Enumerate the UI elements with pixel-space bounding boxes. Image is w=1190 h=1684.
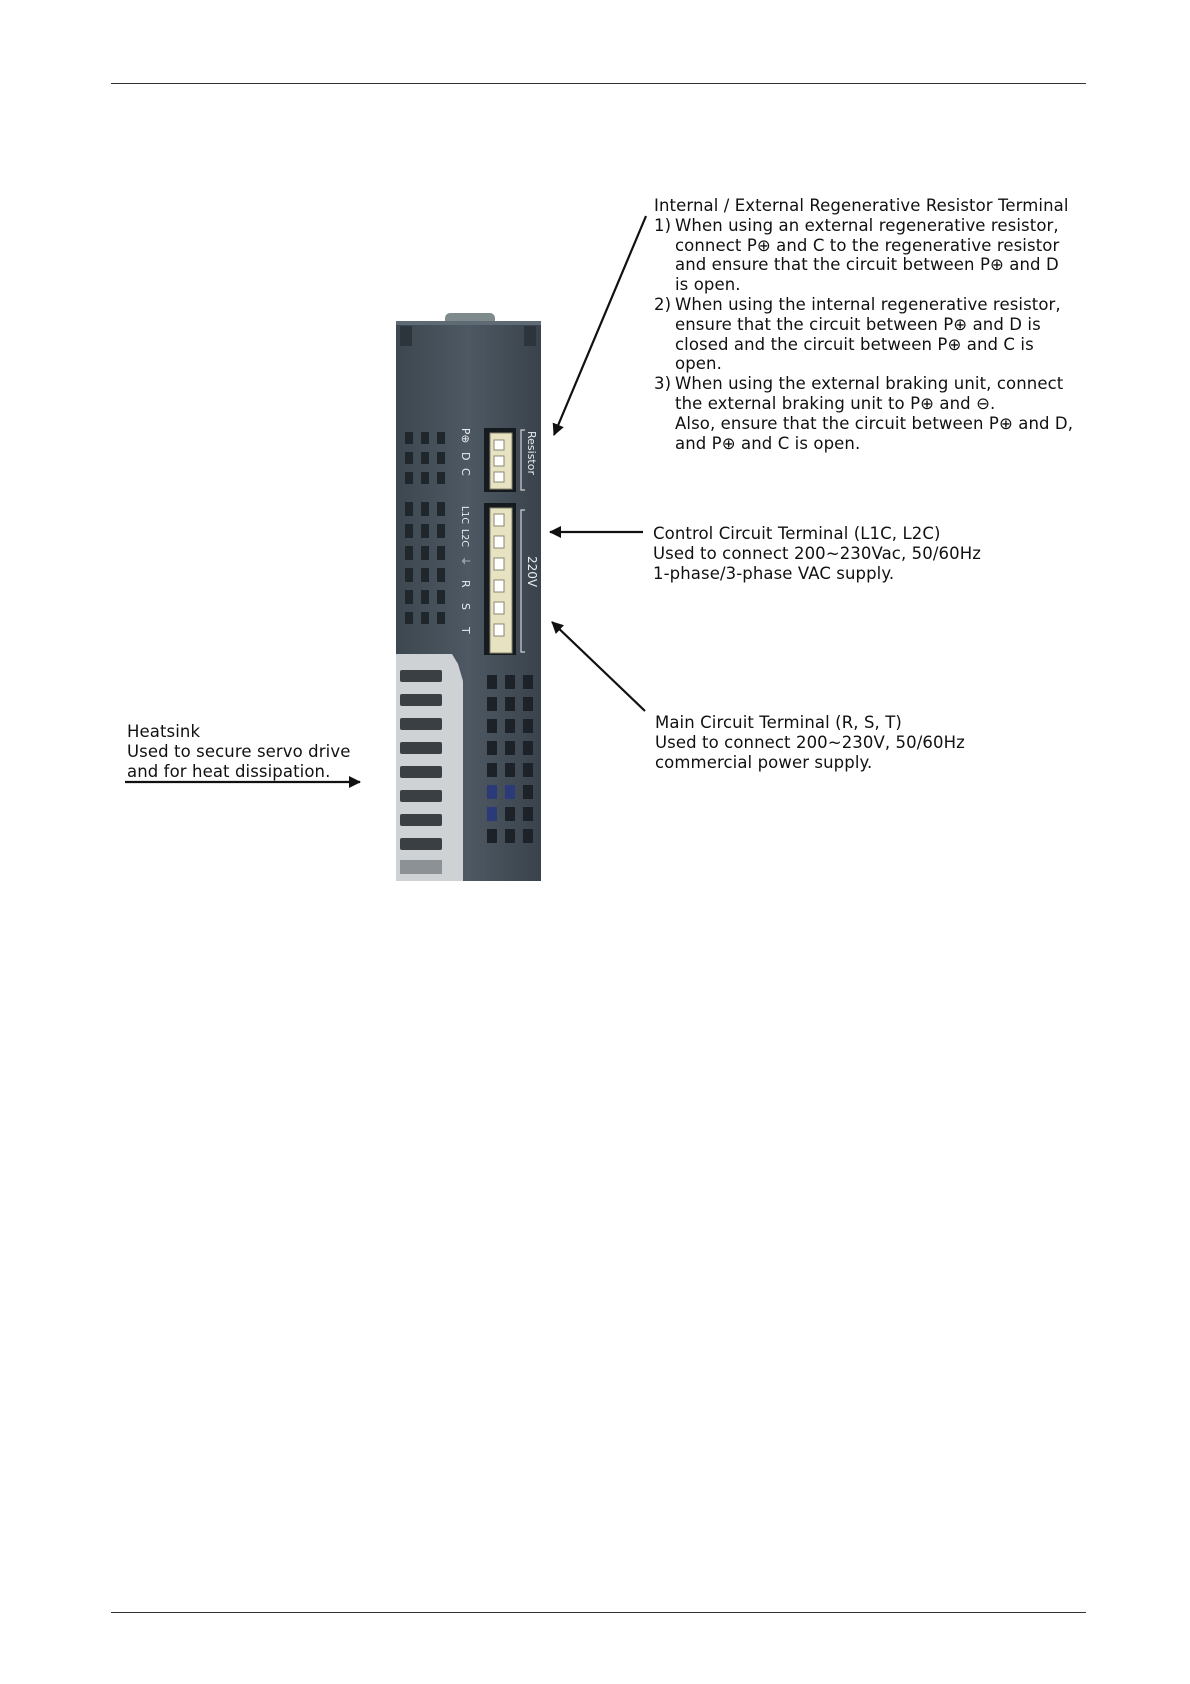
heatsink-line: Used to secure servo drive xyxy=(127,741,351,761)
resistor-item-2 xyxy=(654,295,1073,315)
item-number: 1) xyxy=(654,215,672,235)
resistor-label: Resistor xyxy=(525,431,538,475)
pin-t-label: T xyxy=(459,627,472,634)
control-terminal-annotation xyxy=(653,524,981,583)
item-line: closed and the circuit between P⊕ and C is xyxy=(675,334,1034,354)
heatsink-line: and for heat dissipation. xyxy=(127,761,331,781)
resistor-item-3 xyxy=(654,374,1073,394)
pin-l2c-label: L2C xyxy=(459,529,470,547)
main-terminal-line: commercial power supply. xyxy=(655,752,873,772)
pin-c-label: C xyxy=(459,468,472,476)
resistor-terminal-arrow xyxy=(554,216,646,435)
main-terminal-line: Used to connect 200~230V, 50/60Hz xyxy=(655,732,965,752)
pin-r-label: R xyxy=(459,580,472,588)
resistor-item-1 xyxy=(654,216,1073,236)
pin-l1c-label: L1C xyxy=(459,506,470,524)
item-line: and ensure that the circuit between P⊕ and D xyxy=(675,255,1059,275)
main-terminal-title: Main Circuit Terminal (R, S, T) xyxy=(655,713,902,732)
item-line: When using an external regenerative resistor, xyxy=(675,215,1059,235)
resistor-terminal-title: Internal / External Regenerative Resistor Terminal xyxy=(654,196,1069,215)
main-terminal-arrow xyxy=(552,622,645,711)
pin-ground-label: ⏚ xyxy=(459,556,470,566)
main-terminal-annotation xyxy=(655,713,965,772)
item-line: When using the internal regenerative resistor, xyxy=(675,294,1061,314)
voltage-label: 220V xyxy=(525,556,539,588)
control-terminal-line: 1-phase/3-phase VAC supply. xyxy=(653,563,895,583)
heatsink-annotation xyxy=(127,722,350,781)
item-line: ensure that the circuit between P⊕ and D is xyxy=(675,314,1041,334)
item-line: and P⊕ and C is open. xyxy=(675,433,861,453)
item-number: 2) xyxy=(654,294,672,314)
control-terminal-title: Control Circuit Terminal (L1C, L2C) xyxy=(653,524,941,543)
pin-s-label: S xyxy=(459,603,472,610)
item-line: Also, ensure that the circuit between P⊕ and D, xyxy=(675,413,1074,433)
resistor-terminal-annotation xyxy=(654,196,1073,453)
item-line: the external braking unit to P⊕ and ⊖. xyxy=(675,393,996,413)
servo-drive-body xyxy=(396,313,541,881)
item-number: 3) xyxy=(654,374,672,394)
item-line: When using the external braking unit, connect xyxy=(675,374,1064,394)
item-line: is open. xyxy=(675,275,741,295)
item-line: open. xyxy=(675,354,722,374)
pin-d-label: D xyxy=(459,452,472,461)
item-line: connect P⊕ and C to the regenerative resistor xyxy=(675,235,1060,255)
pin-p-label: P⊕ xyxy=(459,428,471,444)
heatsink-title: Heatsink xyxy=(127,722,201,741)
control-terminal-line: Used to connect 200~230Vac, 50/60Hz xyxy=(653,543,981,563)
